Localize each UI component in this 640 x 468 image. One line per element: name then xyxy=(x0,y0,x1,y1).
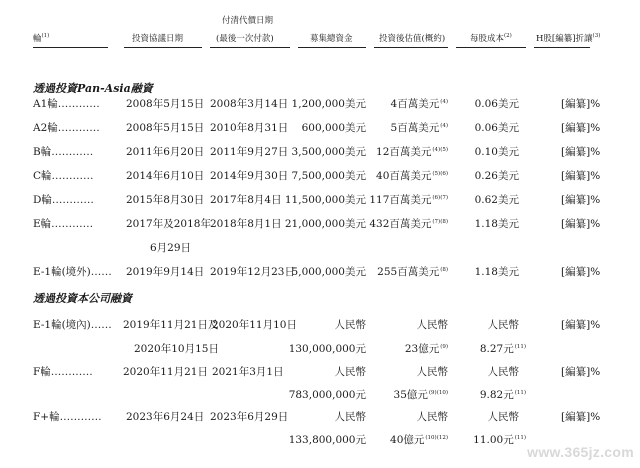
discount-cell: [編纂]% xyxy=(561,194,601,206)
discount-cell: [編纂]% xyxy=(561,366,601,378)
payment-date-cell: 2023年6月29日 xyxy=(210,411,289,423)
round-cell: E輪………… xyxy=(33,218,94,230)
cost-cell: 8.27元$^{(11)}$ xyxy=(479,343,526,355)
amount-cell: 5,000,000美元 xyxy=(291,266,366,278)
valuation-cell: 4百萬美元$^{(4)}$ xyxy=(390,98,448,110)
amount-cell: 133,800,000元 xyxy=(288,434,366,446)
valuation-cell: 432百萬美元$^{(7)(8)}$ xyxy=(369,218,448,230)
cost-cell: 0.26美元 xyxy=(474,170,519,182)
round-cell: A2輪………… xyxy=(33,122,100,134)
payment-date-cell: 2020年11月10日 xyxy=(212,319,297,331)
cost-currency-cell: 人民幣 xyxy=(487,319,519,331)
round-cell: C輪………… xyxy=(33,170,94,182)
cost-cell: 1.18美元 xyxy=(474,218,519,230)
header-h-share-discount: H股[編纂]折讓$^{(3)}$ xyxy=(536,33,601,44)
valuation-cell: 12百萬美元$^{(4)(5)}$ xyxy=(376,146,448,158)
header-rule xyxy=(298,47,366,48)
payment-date-cell: 2010年8月31日 xyxy=(210,122,289,134)
amount-currency-cell: 人民幣 xyxy=(334,411,366,423)
cost-cell: 0.06美元 xyxy=(474,98,519,110)
header-post-money-valuation: 投資後估值(概約) xyxy=(379,34,446,44)
section-title: 透過投資本公司融資 xyxy=(33,292,132,305)
round-cell: E-1輪(境外)…… xyxy=(33,266,112,278)
agreement-date-cell: 2011年6月20日 xyxy=(126,146,205,158)
agreement-date-cell-line2: 6月29日 xyxy=(150,242,192,254)
header-rule xyxy=(456,47,526,48)
payment-date-cell: 2017年8月4日 xyxy=(210,194,282,206)
header-cost-per-share: 每股成本$^{(2)}$ xyxy=(470,33,512,44)
header-rule xyxy=(210,47,290,48)
header-rule xyxy=(534,47,590,48)
agreement-date-cell: 2020年11月21日 xyxy=(123,366,208,378)
valuation-currency-cell: 人民幣 xyxy=(416,366,448,378)
header-rule xyxy=(124,47,202,48)
amount-cell: 7,500,000美元 xyxy=(291,170,366,182)
round-cell: F輪………… xyxy=(33,366,93,378)
agreement-date-cell: 2014年6月10日 xyxy=(126,170,205,182)
header-rule xyxy=(374,47,448,48)
valuation-cell: 35億元$^{(9)(10)}$ xyxy=(393,389,448,401)
cost-cell: 9.82元$^{(11)}$ xyxy=(479,389,526,401)
discount-cell: [編纂]% xyxy=(561,170,601,182)
agreement-date-cell: 2015年8月30日 xyxy=(126,194,205,206)
amount-cell: 130,000,000元 xyxy=(288,343,366,355)
payment-date-cell: 2018年8月1日 xyxy=(210,218,282,230)
valuation-cell: 40百萬美元$^{(5)(6)}$ xyxy=(376,170,448,182)
header-agreement-date: 投資協議日期 xyxy=(132,34,184,44)
amount-currency-cell: 人民幣 xyxy=(334,366,366,378)
round-cell: A1輪………… xyxy=(33,98,100,110)
payment-date-cell: 2011年9月27日 xyxy=(210,146,289,158)
valuation-currency-cell: 人民幣 xyxy=(416,319,448,331)
round-cell: F+輪………… xyxy=(33,411,102,423)
agreement-date-cell: 2017年及2018年 xyxy=(126,218,211,230)
header-amount-raised: 募集總資金 xyxy=(310,34,353,44)
payment-date-cell: 2021年3月1日 xyxy=(212,366,284,378)
discount-cell: [編纂]% xyxy=(561,411,601,423)
header-payment-date-line2: (最後一次付款) xyxy=(216,34,274,44)
round-cell: E-1輪(境內)…… xyxy=(33,319,112,331)
cost-currency-cell: 人民幣 xyxy=(487,411,519,423)
payment-date-cell: 2019年12月23日 xyxy=(210,266,295,278)
cost-cell: 0.62美元 xyxy=(474,194,519,206)
agreement-date-cell: 2019年11月21日及 xyxy=(123,319,219,331)
amount-cell: 783,000,000元 xyxy=(288,389,366,401)
discount-cell: [編纂]% xyxy=(561,122,601,134)
amount-currency-cell: 人民幣 xyxy=(334,319,366,331)
discount-cell: [編纂]% xyxy=(561,98,601,110)
amount-cell: 21,000,000美元 xyxy=(284,218,366,230)
watermark: www.365jz.com xyxy=(527,444,634,460)
amount-cell: 11,500,000美元 xyxy=(284,194,366,206)
agreement-date-cell: 2023年6月24日 xyxy=(126,411,205,423)
valuation-currency-cell: 人民幣 xyxy=(416,411,448,423)
valuation-cell: 40億元$^{(10)(12)}$ xyxy=(390,434,448,446)
agreement-date-cell: 2008年5月15日 xyxy=(126,122,205,134)
amount-cell: 3,500,000美元 xyxy=(291,146,366,158)
amount-cell: 600,000美元 xyxy=(301,122,366,134)
header-round: 輪$^{(1)}$ xyxy=(33,33,50,44)
agreement-date-cell: 2008年5月15日 xyxy=(126,98,205,110)
cost-cell: 11.00元$^{(11)}$ xyxy=(473,434,526,446)
amount-cell: 1,200,000美元 xyxy=(291,98,366,110)
discount-cell: [編纂]% xyxy=(561,266,601,278)
valuation-cell: 255百萬美元$^{(8)}$ xyxy=(377,266,448,278)
discount-cell: [編纂]% xyxy=(561,218,601,230)
cost-cell: 0.10美元 xyxy=(474,146,519,158)
discount-cell: [編纂]% xyxy=(561,146,601,158)
round-cell: D輪………… xyxy=(33,194,94,206)
round-cell: B輪………… xyxy=(33,146,94,158)
agreement-date-cell-line2: 2020年10月15日 xyxy=(134,343,219,355)
valuation-cell: 23億元$^{(9)}$ xyxy=(404,343,448,355)
valuation-cell: 117百萬美元$^{(6)(7)}$ xyxy=(369,194,448,206)
payment-date-cell: 2008年3月14日 xyxy=(210,98,289,110)
payment-date-cell: 2014年9月30日 xyxy=(210,170,289,182)
agreement-date-cell: 2019年9月14日 xyxy=(126,266,205,278)
section-title: 透過投資Pan-Asia融資 xyxy=(33,82,153,95)
header-rule xyxy=(33,47,108,48)
valuation-cell: 5百萬美元$^{(4)}$ xyxy=(390,122,448,134)
discount-cell: [編纂]% xyxy=(561,319,601,331)
header-payment-date-line1: 付清代價日期 xyxy=(222,16,274,26)
cost-currency-cell: 人民幣 xyxy=(487,366,519,378)
cost-cell: 0.06美元 xyxy=(474,122,519,134)
cost-cell: 1.18美元 xyxy=(474,266,519,278)
